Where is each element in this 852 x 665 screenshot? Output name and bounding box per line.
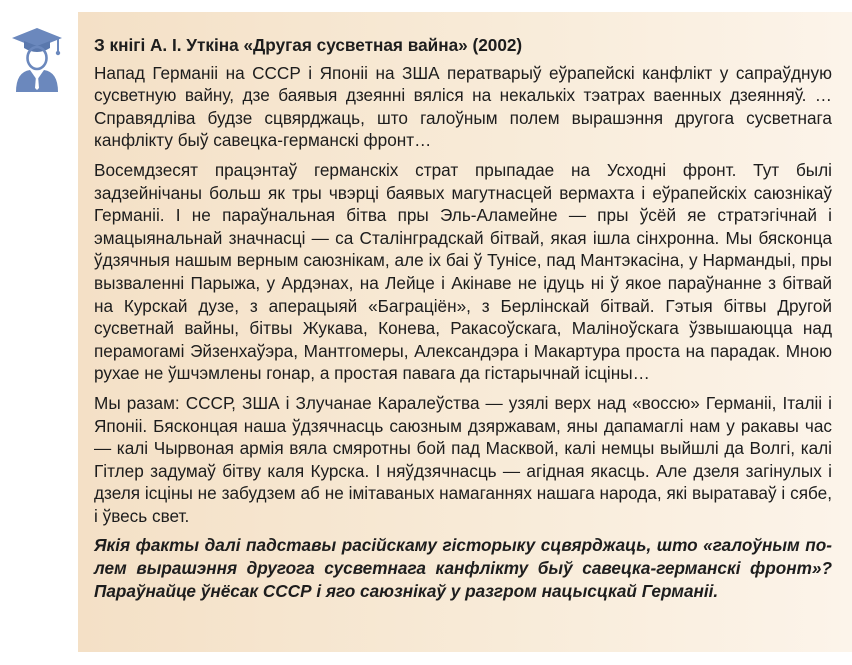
paragraph-3: Мы разам: СССР, ЗША і Злучанае Каралеўства — узялі верх над «воссю» Германіі, Італіі і Японіі. Бясконцая наша ўдзячнасць саюзным дзяржавам, яны дапамаглі нам у ракавы час — калі Чырвоная армія вяла смяротны бой пад Масквой, калі немцы выйшлі да Волгі, калі Гітлер задумаў бітву каля Курска. І няўдзячнасць — агідная якасць. Але дзеля загінулых і дзеля ісціны не забудзем аб не імітаваных намаганнях нашага народа, які выратаваў і сябе, і ўвесь свет. [94,392,832,526]
paragraph-1: Напад Германіі на СССР і Японіі на ЗША ператварыў еўрапейскі канфлікт у сапраўдную сусветную вайну, дзе баявыя дзеянні вяліся на некалькіх тэатрах ваенных дзеянняў. … Справядліва будзе сцвярджаць, што галоўным полем вырашэння другога сусветнага канфлікту быў савецка-германскі фронт… [94,62,832,151]
document-content [94,34,832,602]
source-title: З кнігі А. І. Уткіна «Другая сусветная вайна» (2002) [94,35,523,55]
question-text: Якія факты далі падставы расійскаму гісторыку сцвярджаць, што «галоўным полем вырашэння другога сусветнага канфлікту быў савецка-германскі фронт»? Параўнайце ўнёсак СССР і яго саюзнікаў у разгром нацысцкай Германіі. [94,535,832,601]
scholar-graduate-icon [10,26,64,94]
paragraph-2: Восемдзесят працэнтаў германскіх страт прыпадае на Усходні фронт. Тут былі задзейнічаны больш як тры чвэрці баявых магутнасцей вермахта і еўрапейскіх саюзнікаў Германіі. І не параўнальная бітва пры Эль-Аламейне — пры ўсёй яе стратэгічнай і эмацыянальнай значнасці — са Сталінградскай бітвай, якая ішла сінхронна. Мы бясконца ўдзячныя нашым верным саюзнікам, але іх баі ў Тунісе, пад Мантэкасіна, у Нармандыі, пры вызваленні Парыжа, у Ардэнах, на Лейце і Акінаве не ідуць ні ў якое параўнанне з бітвай на Курскай дузе, з аперацыяй «Баграціён», з Берлінскай бітвай. Гэтыя бітвы Другой сусветнай вайны, бітвы Жукава, Конева, Ракасоўскага, Маліноўскага ўзвышаюцца над перамогамі Эйзенхаўэра, Мантгомеры, Александэра і Макартура проста на парадак. Мною рухае не ўшчэмлены гонар, а простая павага да гістарычнай ісціны… [94,159,832,384]
